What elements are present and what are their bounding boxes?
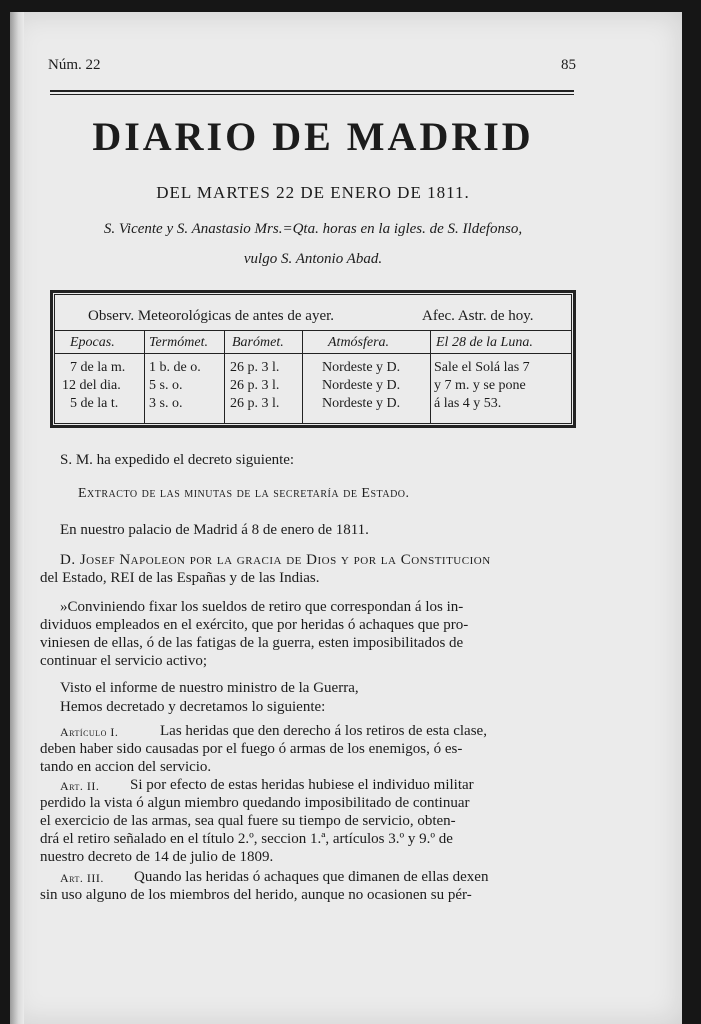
king-line-1: D. Josef Napoleon por la gracia de Dios y por la Constitucion <box>60 552 491 568</box>
newspaper-page <box>10 12 682 1024</box>
para1-line-1: »Conviniendo fixar los sueldos de retiro que correspondan á los in- <box>60 599 464 615</box>
art2-label: Art. II. <box>60 779 100 793</box>
art2-line-4: drá el retiro señalado en el título 2.º, seccion 1.ª, artículos 3.º y 9.º de <box>40 831 453 847</box>
visto-line: Visto el informe de nuestro ministro de la Guerra, <box>60 680 359 696</box>
page-gutter <box>10 12 24 1024</box>
weather-col-divider-2 <box>224 330 225 424</box>
weather-heading-observations: Observ. Meteorológicas de antes de ayer. <box>88 308 335 324</box>
art1-line-2: deben haber sido causadas por el fuego ó armas de los enemigos, ó es- <box>40 741 463 757</box>
weather-row-1-termometro: 1 b. de o. <box>149 360 201 375</box>
weather-col-divider-4 <box>430 330 431 424</box>
issue-date: DEL MARTES 22 DE ENERO DE 1811. <box>156 183 470 202</box>
astro-line-2: y 7 m. y se pone <box>434 378 526 393</box>
astro-line-1: Sale el Solá las 7 <box>434 360 530 375</box>
art2-line-2: perdido la vista ó algun miembro quedando imposibilitado de continuar <box>40 795 470 811</box>
weather-col-luna: El 28 de la Luna. <box>436 335 533 350</box>
weather-col-epocas: Epocas. <box>70 335 115 350</box>
art1-line-3: tando en accion del servicio. <box>40 759 212 775</box>
para1-line-2: dividuos empleados en el exército, que por heridas ó achaques que pro- <box>40 617 469 633</box>
art2-line-1: Si por efecto de estas heridas hubiese el individuo militar <box>130 777 474 793</box>
masthead-title: DIARIO DE MADRID <box>92 114 534 159</box>
weather-col-divider-1 <box>144 330 145 424</box>
weather-col-barometro: Barómet. <box>232 335 284 350</box>
issue-number: Núm. 22 <box>48 57 101 73</box>
astro-line-3: á las 4 y 53. <box>434 396 502 411</box>
king-line-2: del Estado, REI de las Españas y de las Indias. <box>40 570 320 586</box>
para1-line-3: viniesen de ellas, ó de las fatigas de la guerra, esten imposibilitados de <box>40 635 464 651</box>
art3-label: Art. III. <box>60 871 104 885</box>
art1-line-1: Las heridas que den derecho á los retiros de esta clase, <box>160 723 487 739</box>
weather-row-3-termometro: 3 s. o. <box>149 396 183 411</box>
weather-row-2-atmosfera: Nordeste y D. <box>322 378 401 393</box>
weather-row-3-barometro: 26 p. 3 l. <box>230 396 280 411</box>
para1-line-4: continuar el servicio activo; <box>40 653 208 669</box>
weather-col-divider-3 <box>302 330 303 424</box>
extract-title: Extracto de las minutas de la secretaría de Estado. <box>78 486 410 501</box>
weather-row-2-epoca: 12 del dia. <box>62 378 121 393</box>
header-rule-bottom <box>50 94 574 95</box>
saints-line-1: S. Vicente y S. Anastasio Mrs.=Qta. horas en la igles. de S. Ildefonso, <box>103 221 523 237</box>
weather-col-atmosfera: Atmósfera. <box>328 335 390 350</box>
art2-line-3: el exercicio de las armas, sea qual fuere su tiempo de servicio, obten- <box>40 813 456 829</box>
weather-row-2-termometro: 5 s. o. <box>149 378 183 393</box>
hemos-line: Hemos decretado y decretamos lo siguiente: <box>60 699 326 715</box>
weather-heading-astro: Afec. Astr. de hoy. <box>422 308 534 324</box>
weather-row-2-barometro: 26 p. 3 l. <box>230 378 280 393</box>
saints-line-2: vulgo S. Antonio Abad. <box>243 251 383 267</box>
place-date: En nuestro palacio de Madrid á 8 de enero de 1811. <box>60 522 369 538</box>
weather-row-3-atmosfera: Nordeste y D. <box>322 396 401 411</box>
page-number: 85 <box>561 57 576 73</box>
art3-line-2: sin uso alguno de los miembros del herido, aunque no ocasionen su pér- <box>40 887 472 903</box>
weather-heading-rule <box>54 330 572 331</box>
weather-row-3-epoca: 5 de la t. <box>70 396 119 411</box>
weather-row-1-barometro: 26 p. 3 l. <box>230 360 280 375</box>
weather-col-termometro: Termómet. <box>149 335 208 350</box>
art2-line-5: nuestro decreto de 14 de julio de 1809. <box>40 849 274 865</box>
art3-line-1: Quando las heridas ó achaques que dimanen de ellas dexen <box>134 869 489 885</box>
weather-columns-rule <box>54 353 572 354</box>
weather-row-1-epoca: 7 de la m. <box>70 360 126 375</box>
decree-intro: S. M. ha expedido el decreto siguiente: <box>60 452 295 468</box>
weather-row-1-atmosfera: Nordeste y D. <box>322 360 401 375</box>
header-rule-top <box>50 90 574 92</box>
art1-label: Artículo I. <box>60 725 119 739</box>
